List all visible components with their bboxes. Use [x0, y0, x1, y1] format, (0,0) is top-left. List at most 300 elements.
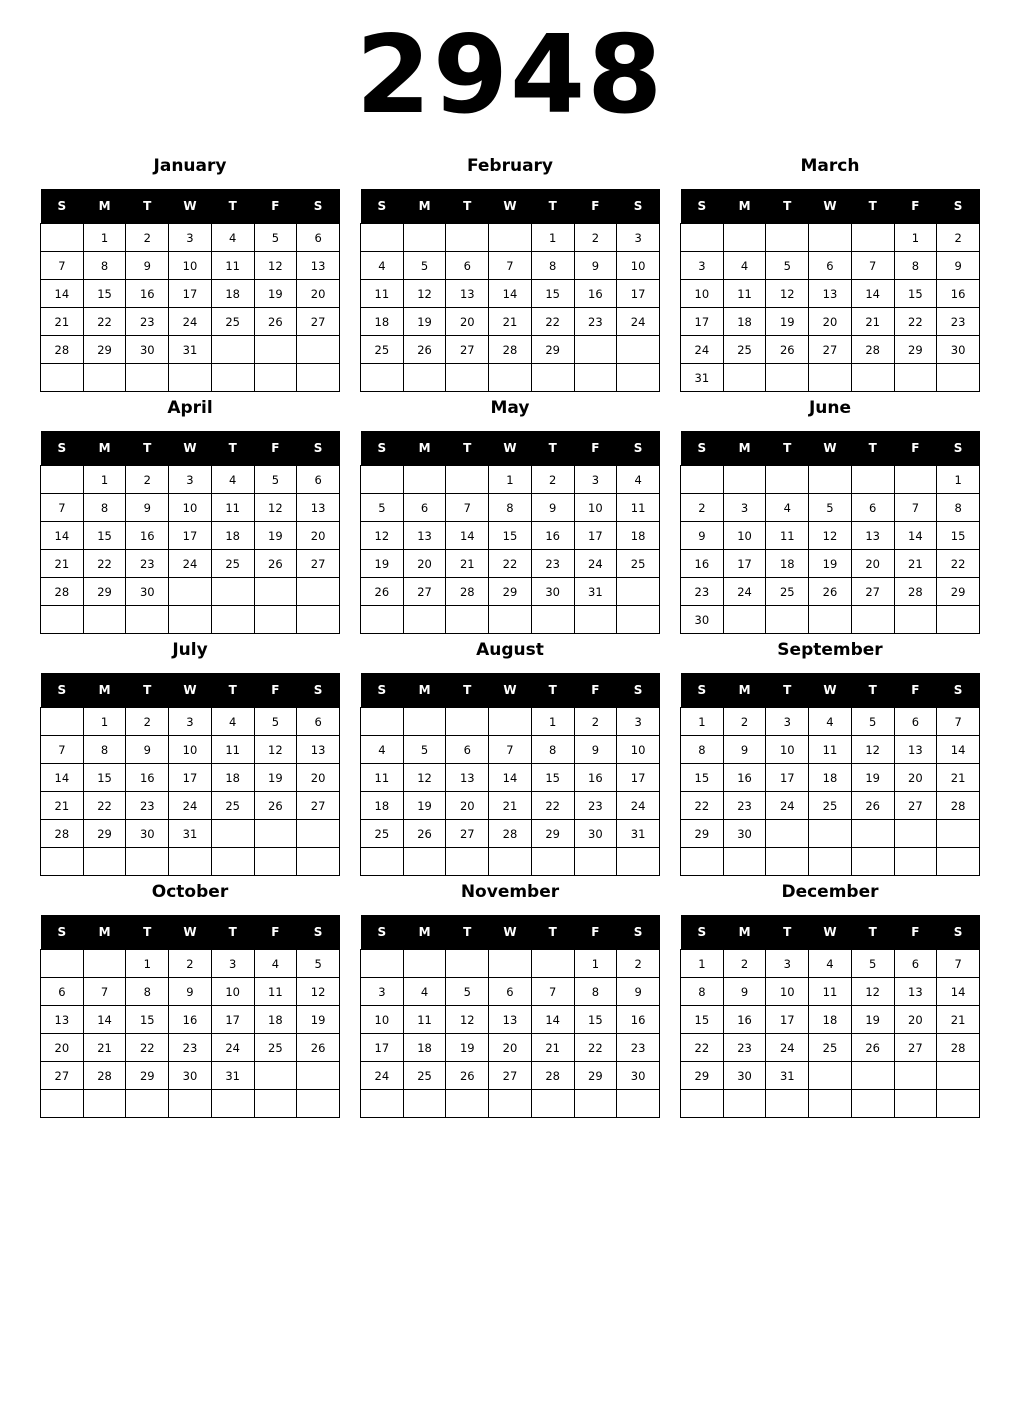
day-cell[interactable]: 14 — [851, 280, 894, 308]
day-cell[interactable]: 15 — [489, 522, 532, 550]
day-cell[interactable]: 2 — [723, 708, 766, 736]
day-cell[interactable]: 7 — [446, 494, 489, 522]
day-cell[interactable]: 2 — [126, 224, 169, 252]
day-cell[interactable]: 24 — [211, 1034, 254, 1062]
day-cell[interactable]: 6 — [489, 978, 532, 1006]
day-cell[interactable]: 28 — [937, 1034, 980, 1062]
day-cell[interactable]: 30 — [126, 820, 169, 848]
day-cell[interactable]: 29 — [937, 578, 980, 606]
day-cell[interactable]: 23 — [126, 308, 169, 336]
day-cell[interactable]: 29 — [894, 336, 937, 364]
day-cell[interactable]: 27 — [297, 792, 340, 820]
day-cell[interactable]: 22 — [126, 1034, 169, 1062]
day-cell[interactable]: 5 — [403, 252, 446, 280]
day-cell[interactable]: 12 — [254, 252, 297, 280]
day-cell[interactable]: 5 — [403, 736, 446, 764]
day-cell[interactable]: 16 — [531, 522, 574, 550]
day-cell[interactable]: 5 — [361, 494, 404, 522]
day-cell[interactable]: 3 — [169, 708, 212, 736]
day-cell[interactable]: 25 — [254, 1034, 297, 1062]
day-cell[interactable]: 3 — [723, 494, 766, 522]
day-cell[interactable]: 4 — [809, 950, 852, 978]
day-cell[interactable]: 8 — [83, 736, 126, 764]
day-cell[interactable]: 4 — [766, 494, 809, 522]
day-cell[interactable]: 31 — [211, 1062, 254, 1090]
day-cell[interactable]: 27 — [297, 550, 340, 578]
day-cell[interactable]: 28 — [446, 578, 489, 606]
day-cell[interactable]: 12 — [361, 522, 404, 550]
day-cell[interactable]: 11 — [809, 736, 852, 764]
day-cell[interactable]: 24 — [617, 792, 660, 820]
day-cell[interactable]: 30 — [681, 606, 724, 634]
day-cell[interactable]: 8 — [531, 252, 574, 280]
day-cell[interactable]: 1 — [489, 466, 532, 494]
day-cell[interactable]: 13 — [446, 764, 489, 792]
day-cell[interactable]: 21 — [937, 1006, 980, 1034]
day-cell[interactable]: 18 — [766, 550, 809, 578]
day-cell[interactable]: 2 — [531, 466, 574, 494]
day-cell[interactable]: 19 — [766, 308, 809, 336]
day-cell[interactable]: 15 — [937, 522, 980, 550]
day-cell[interactable]: 15 — [531, 280, 574, 308]
day-cell[interactable]: 3 — [169, 224, 212, 252]
day-cell[interactable]: 26 — [446, 1062, 489, 1090]
day-cell[interactable]: 17 — [211, 1006, 254, 1034]
day-cell[interactable]: 12 — [766, 280, 809, 308]
day-cell[interactable]: 8 — [681, 736, 724, 764]
day-cell[interactable]: 27 — [851, 578, 894, 606]
day-cell[interactable]: 11 — [723, 280, 766, 308]
day-cell[interactable]: 1 — [83, 224, 126, 252]
day-cell[interactable]: 18 — [809, 1006, 852, 1034]
day-cell[interactable]: 11 — [809, 978, 852, 1006]
day-cell[interactable]: 27 — [41, 1062, 84, 1090]
day-cell[interactable]: 15 — [681, 1006, 724, 1034]
day-cell[interactable]: 1 — [681, 950, 724, 978]
day-cell[interactable]: 6 — [894, 708, 937, 736]
day-cell[interactable]: 19 — [851, 764, 894, 792]
day-cell[interactable]: 26 — [809, 578, 852, 606]
day-cell[interactable]: 12 — [403, 764, 446, 792]
day-cell[interactable]: 29 — [531, 820, 574, 848]
day-cell[interactable]: 8 — [489, 494, 532, 522]
day-cell[interactable]: 31 — [766, 1062, 809, 1090]
day-cell[interactable]: 6 — [297, 708, 340, 736]
day-cell[interactable]: 16 — [617, 1006, 660, 1034]
day-cell[interactable]: 10 — [766, 736, 809, 764]
day-cell[interactable]: 7 — [851, 252, 894, 280]
day-cell[interactable]: 25 — [211, 550, 254, 578]
day-cell[interactable]: 17 — [169, 522, 212, 550]
day-cell[interactable]: 21 — [446, 550, 489, 578]
day-cell[interactable]: 16 — [574, 280, 617, 308]
day-cell[interactable]: 8 — [83, 252, 126, 280]
day-cell[interactable]: 21 — [489, 792, 532, 820]
day-cell[interactable]: 4 — [809, 708, 852, 736]
day-cell[interactable]: 29 — [83, 336, 126, 364]
day-cell[interactable]: 24 — [617, 308, 660, 336]
day-cell[interactable]: 25 — [361, 820, 404, 848]
day-cell[interactable]: 15 — [126, 1006, 169, 1034]
day-cell[interactable]: 12 — [446, 1006, 489, 1034]
day-cell[interactable]: 7 — [937, 708, 980, 736]
day-cell[interactable]: 13 — [446, 280, 489, 308]
day-cell[interactable]: 6 — [809, 252, 852, 280]
day-cell[interactable]: 9 — [126, 252, 169, 280]
day-cell[interactable]: 4 — [617, 466, 660, 494]
day-cell[interactable]: 29 — [681, 820, 724, 848]
day-cell[interactable]: 20 — [851, 550, 894, 578]
day-cell[interactable]: 10 — [169, 494, 212, 522]
day-cell[interactable]: 25 — [723, 336, 766, 364]
day-cell[interactable]: 19 — [254, 522, 297, 550]
day-cell[interactable]: 11 — [403, 1006, 446, 1034]
day-cell[interactable]: 24 — [169, 550, 212, 578]
day-cell[interactable]: 14 — [937, 978, 980, 1006]
day-cell[interactable]: 5 — [851, 950, 894, 978]
day-cell[interactable]: 10 — [169, 252, 212, 280]
day-cell[interactable]: 6 — [297, 224, 340, 252]
day-cell[interactable]: 29 — [126, 1062, 169, 1090]
day-cell[interactable]: 30 — [531, 578, 574, 606]
day-cell[interactable]: 4 — [211, 224, 254, 252]
day-cell[interactable]: 16 — [723, 764, 766, 792]
day-cell[interactable]: 8 — [83, 494, 126, 522]
day-cell[interactable]: 14 — [83, 1006, 126, 1034]
day-cell[interactable]: 15 — [531, 764, 574, 792]
day-cell[interactable]: 22 — [574, 1034, 617, 1062]
day-cell[interactable]: 18 — [403, 1034, 446, 1062]
day-cell[interactable]: 18 — [254, 1006, 297, 1034]
day-cell[interactable]: 7 — [489, 736, 532, 764]
day-cell[interactable]: 20 — [403, 550, 446, 578]
day-cell[interactable]: 9 — [126, 736, 169, 764]
day-cell[interactable]: 7 — [531, 978, 574, 1006]
day-cell[interactable]: 2 — [937, 224, 980, 252]
day-cell[interactable]: 19 — [361, 550, 404, 578]
day-cell[interactable]: 3 — [617, 224, 660, 252]
day-cell[interactable]: 9 — [723, 978, 766, 1006]
day-cell[interactable]: 24 — [723, 578, 766, 606]
day-cell[interactable]: 3 — [766, 950, 809, 978]
day-cell[interactable]: 22 — [83, 550, 126, 578]
day-cell[interactable]: 20 — [446, 308, 489, 336]
day-cell[interactable]: 4 — [361, 736, 404, 764]
day-cell[interactable]: 10 — [361, 1006, 404, 1034]
day-cell[interactable]: 12 — [254, 494, 297, 522]
day-cell[interactable]: 13 — [297, 736, 340, 764]
day-cell[interactable]: 17 — [574, 522, 617, 550]
day-cell[interactable]: 6 — [297, 466, 340, 494]
day-cell[interactable]: 9 — [574, 252, 617, 280]
day-cell[interactable]: 17 — [169, 280, 212, 308]
day-cell[interactable]: 6 — [403, 494, 446, 522]
day-cell[interactable]: 29 — [574, 1062, 617, 1090]
day-cell[interactable]: 31 — [617, 820, 660, 848]
day-cell[interactable]: 1 — [83, 708, 126, 736]
day-cell[interactable]: 25 — [211, 792, 254, 820]
day-cell[interactable]: 18 — [361, 308, 404, 336]
day-cell[interactable]: 21 — [83, 1034, 126, 1062]
day-cell[interactable]: 5 — [851, 708, 894, 736]
day-cell[interactable]: 1 — [574, 950, 617, 978]
day-cell[interactable]: 24 — [766, 1034, 809, 1062]
day-cell[interactable]: 29 — [83, 820, 126, 848]
day-cell[interactable]: 4 — [723, 252, 766, 280]
day-cell[interactable]: 26 — [297, 1034, 340, 1062]
day-cell[interactable]: 28 — [894, 578, 937, 606]
day-cell[interactable]: 16 — [937, 280, 980, 308]
day-cell[interactable]: 4 — [254, 950, 297, 978]
day-cell[interactable]: 24 — [766, 792, 809, 820]
day-cell[interactable]: 10 — [574, 494, 617, 522]
day-cell[interactable]: 22 — [937, 550, 980, 578]
day-cell[interactable]: 28 — [851, 336, 894, 364]
day-cell[interactable]: 31 — [169, 820, 212, 848]
day-cell[interactable]: 29 — [681, 1062, 724, 1090]
day-cell[interactable]: 9 — [937, 252, 980, 280]
day-cell[interactable]: 28 — [489, 336, 532, 364]
day-cell[interactable]: 8 — [126, 978, 169, 1006]
day-cell[interactable]: 4 — [361, 252, 404, 280]
day-cell[interactable]: 14 — [531, 1006, 574, 1034]
day-cell[interactable]: 17 — [169, 764, 212, 792]
day-cell[interactable]: 7 — [83, 978, 126, 1006]
day-cell[interactable]: 10 — [681, 280, 724, 308]
day-cell[interactable]: 11 — [617, 494, 660, 522]
day-cell[interactable]: 28 — [489, 820, 532, 848]
day-cell[interactable]: 19 — [254, 280, 297, 308]
day-cell[interactable]: 13 — [41, 1006, 84, 1034]
day-cell[interactable]: 1 — [531, 224, 574, 252]
day-cell[interactable]: 7 — [894, 494, 937, 522]
day-cell[interactable]: 16 — [574, 764, 617, 792]
day-cell[interactable]: 4 — [403, 978, 446, 1006]
day-cell[interactable]: 19 — [403, 792, 446, 820]
day-cell[interactable]: 8 — [574, 978, 617, 1006]
day-cell[interactable]: 10 — [766, 978, 809, 1006]
day-cell[interactable]: 31 — [169, 336, 212, 364]
day-cell[interactable]: 20 — [894, 1006, 937, 1034]
day-cell[interactable]: 11 — [361, 764, 404, 792]
day-cell[interactable]: 8 — [894, 252, 937, 280]
day-cell[interactable]: 18 — [211, 522, 254, 550]
day-cell[interactable]: 5 — [297, 950, 340, 978]
day-cell[interactable]: 19 — [254, 764, 297, 792]
day-cell[interactable]: 15 — [83, 280, 126, 308]
day-cell[interactable]: 30 — [937, 336, 980, 364]
day-cell[interactable]: 17 — [617, 764, 660, 792]
day-cell[interactable]: 27 — [489, 1062, 532, 1090]
day-cell[interactable]: 22 — [681, 1034, 724, 1062]
day-cell[interactable]: 22 — [489, 550, 532, 578]
day-cell[interactable]: 31 — [681, 364, 724, 392]
day-cell[interactable]: 20 — [297, 280, 340, 308]
day-cell[interactable]: 9 — [681, 522, 724, 550]
day-cell[interactable]: 5 — [446, 978, 489, 1006]
day-cell[interactable]: 14 — [41, 764, 84, 792]
day-cell[interactable]: 20 — [446, 792, 489, 820]
day-cell[interactable]: 23 — [574, 792, 617, 820]
day-cell[interactable]: 23 — [617, 1034, 660, 1062]
day-cell[interactable]: 3 — [169, 466, 212, 494]
day-cell[interactable]: 6 — [894, 950, 937, 978]
day-cell[interactable]: 23 — [126, 792, 169, 820]
day-cell[interactable]: 13 — [489, 1006, 532, 1034]
day-cell[interactable]: 9 — [126, 494, 169, 522]
day-cell[interactable]: 3 — [574, 466, 617, 494]
day-cell[interactable]: 26 — [361, 578, 404, 606]
day-cell[interactable]: 14 — [489, 764, 532, 792]
day-cell[interactable]: 6 — [851, 494, 894, 522]
day-cell[interactable]: 21 — [851, 308, 894, 336]
day-cell[interactable]: 29 — [531, 336, 574, 364]
day-cell[interactable]: 18 — [211, 764, 254, 792]
day-cell[interactable]: 21 — [937, 764, 980, 792]
day-cell[interactable]: 28 — [937, 792, 980, 820]
day-cell[interactable]: 26 — [766, 336, 809, 364]
day-cell[interactable]: 17 — [766, 764, 809, 792]
day-cell[interactable]: 3 — [361, 978, 404, 1006]
day-cell[interactable]: 15 — [894, 280, 937, 308]
day-cell[interactable]: 10 — [617, 736, 660, 764]
day-cell[interactable]: 13 — [809, 280, 852, 308]
day-cell[interactable]: 22 — [681, 792, 724, 820]
day-cell[interactable]: 3 — [211, 950, 254, 978]
day-cell[interactable]: 26 — [851, 792, 894, 820]
day-cell[interactable]: 23 — [126, 550, 169, 578]
day-cell[interactable]: 19 — [809, 550, 852, 578]
day-cell[interactable]: 16 — [126, 280, 169, 308]
day-cell[interactable]: 7 — [937, 950, 980, 978]
day-cell[interactable]: 21 — [489, 308, 532, 336]
day-cell[interactable]: 24 — [681, 336, 724, 364]
day-cell[interactable]: 5 — [254, 466, 297, 494]
day-cell[interactable]: 3 — [617, 708, 660, 736]
day-cell[interactable]: 7 — [489, 252, 532, 280]
day-cell[interactable]: 12 — [403, 280, 446, 308]
day-cell[interactable]: 30 — [723, 820, 766, 848]
day-cell[interactable]: 29 — [489, 578, 532, 606]
day-cell[interactable]: 5 — [766, 252, 809, 280]
day-cell[interactable]: 30 — [126, 336, 169, 364]
day-cell[interactable]: 15 — [83, 764, 126, 792]
day-cell[interactable]: 26 — [403, 336, 446, 364]
day-cell[interactable]: 23 — [169, 1034, 212, 1062]
day-cell[interactable]: 17 — [723, 550, 766, 578]
day-cell[interactable]: 27 — [446, 820, 489, 848]
day-cell[interactable]: 11 — [211, 252, 254, 280]
day-cell[interactable]: 30 — [169, 1062, 212, 1090]
day-cell[interactable]: 16 — [723, 1006, 766, 1034]
day-cell[interactable]: 17 — [681, 308, 724, 336]
day-cell[interactable]: 1 — [681, 708, 724, 736]
day-cell[interactable]: 12 — [297, 978, 340, 1006]
day-cell[interactable]: 14 — [41, 522, 84, 550]
day-cell[interactable]: 20 — [41, 1034, 84, 1062]
day-cell[interactable]: 27 — [809, 336, 852, 364]
day-cell[interactable]: 7 — [41, 494, 84, 522]
day-cell[interactable]: 23 — [574, 308, 617, 336]
day-cell[interactable]: 19 — [297, 1006, 340, 1034]
day-cell[interactable]: 20 — [297, 522, 340, 550]
day-cell[interactable]: 25 — [211, 308, 254, 336]
day-cell[interactable]: 18 — [617, 522, 660, 550]
day-cell[interactable]: 10 — [211, 978, 254, 1006]
day-cell[interactable]: 9 — [531, 494, 574, 522]
day-cell[interactable]: 23 — [723, 1034, 766, 1062]
day-cell[interactable]: 25 — [766, 578, 809, 606]
day-cell[interactable]: 5 — [809, 494, 852, 522]
day-cell[interactable]: 7 — [41, 736, 84, 764]
day-cell[interactable]: 13 — [297, 252, 340, 280]
day-cell[interactable]: 2 — [574, 224, 617, 252]
day-cell[interactable]: 21 — [41, 792, 84, 820]
day-cell[interactable]: 21 — [531, 1034, 574, 1062]
day-cell[interactable]: 17 — [361, 1034, 404, 1062]
day-cell[interactable]: 31 — [574, 578, 617, 606]
day-cell[interactable]: 25 — [809, 1034, 852, 1062]
day-cell[interactable]: 14 — [937, 736, 980, 764]
day-cell[interactable]: 21 — [894, 550, 937, 578]
day-cell[interactable]: 4 — [211, 466, 254, 494]
day-cell[interactable]: 13 — [894, 978, 937, 1006]
day-cell[interactable]: 11 — [211, 736, 254, 764]
day-cell[interactable]: 30 — [126, 578, 169, 606]
day-cell[interactable]: 17 — [617, 280, 660, 308]
day-cell[interactable]: 13 — [297, 494, 340, 522]
day-cell[interactable]: 14 — [894, 522, 937, 550]
day-cell[interactable]: 22 — [83, 308, 126, 336]
day-cell[interactable]: 15 — [83, 522, 126, 550]
day-cell[interactable]: 3 — [766, 708, 809, 736]
day-cell[interactable]: 20 — [894, 764, 937, 792]
day-cell[interactable]: 28 — [41, 578, 84, 606]
day-cell[interactable]: 23 — [723, 792, 766, 820]
day-cell[interactable]: 16 — [126, 764, 169, 792]
day-cell[interactable]: 2 — [126, 708, 169, 736]
day-cell[interactable]: 27 — [894, 1034, 937, 1062]
day-cell[interactable]: 19 — [403, 308, 446, 336]
day-cell[interactable]: 25 — [403, 1062, 446, 1090]
day-cell[interactable]: 6 — [41, 978, 84, 1006]
day-cell[interactable]: 2 — [169, 950, 212, 978]
day-cell[interactable]: 15 — [681, 764, 724, 792]
day-cell[interactable]: 18 — [723, 308, 766, 336]
day-cell[interactable]: 8 — [937, 494, 980, 522]
day-cell[interactable]: 22 — [894, 308, 937, 336]
day-cell[interactable]: 2 — [681, 494, 724, 522]
day-cell[interactable]: 6 — [446, 736, 489, 764]
day-cell[interactable]: 11 — [361, 280, 404, 308]
day-cell[interactable]: 2 — [723, 950, 766, 978]
day-cell[interactable]: 20 — [297, 764, 340, 792]
day-cell[interactable]: 11 — [254, 978, 297, 1006]
day-cell[interactable]: 13 — [851, 522, 894, 550]
day-cell[interactable]: 23 — [531, 550, 574, 578]
day-cell[interactable]: 1 — [83, 466, 126, 494]
day-cell[interactable]: 28 — [83, 1062, 126, 1090]
day-cell[interactable]: 12 — [254, 736, 297, 764]
day-cell[interactable]: 18 — [211, 280, 254, 308]
day-cell[interactable]: 18 — [361, 792, 404, 820]
day-cell[interactable]: 8 — [681, 978, 724, 1006]
day-cell[interactable]: 9 — [169, 978, 212, 1006]
day-cell[interactable]: 30 — [617, 1062, 660, 1090]
day-cell[interactable]: 28 — [531, 1062, 574, 1090]
day-cell[interactable]: 1 — [126, 950, 169, 978]
day-cell[interactable]: 25 — [361, 336, 404, 364]
